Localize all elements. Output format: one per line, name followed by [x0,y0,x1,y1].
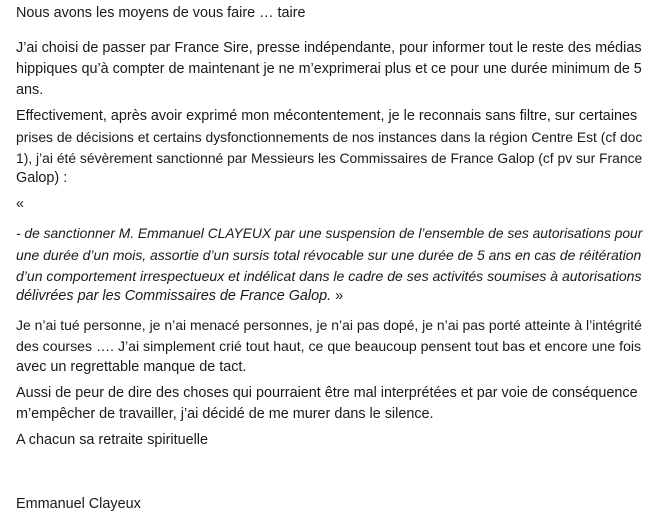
intro-paragraph: J’ai choisi de passer par France Sire, presse indépendante, pour informer tout le reste des médias hippiques qu’à compter de maintenant je ne m’exprimerai plus et ce pour une durée minimum de 5 ans. [16,40,642,98]
decision-paragraph: Aussi de peur de dire des choses qui pourraient être mal interprétées et par voie de conséquence m’empêcher de travailler, j’ai décidé de me murer dans le silence. [16,385,638,422]
quote-open-mark: « [16,196,25,212]
sanction-quote: - de sanctionner M. Emmanuel CLAYEUX par une suspension de l’ensemble de ses autorisations pour une durée d’un mois, assortie d’un sursis total révocable sur une durée de 5 ans en cas de réitération d’un comportement irrespectueux et indélicat dans le cadre de ses activités soumises à autorisations délivrées par les Commissaires de France Galop. » [16,226,643,305]
closing-line: A chacun sa retraite spirituelle [16,432,208,448]
letter-title: Nous avons les moyens de vous faire … taire [16,5,306,21]
signature: Emmanuel Clayeux [16,496,141,512]
defense-paragraph: Je n’ai tué personne, je n’ai menacé personnes, je n’ai pas dopé, je n’ai pas porté atteinte à l’intégrité des courses …. J’ai simplement crié tout haut, ce que beaucoup pensent tout bas et encore une fois avec un regrettable manque de tact. [16,317,642,375]
quote-close-mark: » [331,288,344,305]
context-paragraph: Effectivement, après avoir exprimé mon mécontentement, je le reconnais sans filtre, sur certaines prises de décisions et certains dysfonctionnements de nos instances dans la région Centre Est (cf doc 1), j’ai été sévèrement sanctionné par Messieurs les Commissaires de France Galop (cf pv sur France Galop) : [16,108,643,187]
